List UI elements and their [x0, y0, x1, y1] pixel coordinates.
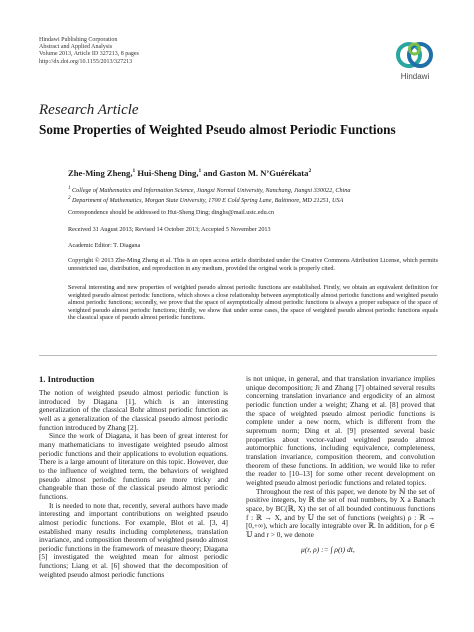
author-3: and Gaston M. N’Guérékata	[201, 168, 309, 178]
affiliations	[68, 185, 438, 204]
paragraph: The notion of weighted pseudo almost periodic function is introduced by Diagana [1], which is an interesting generalization of the classical Bohr almost periodic function as well as a generalization of the classical pseudo almost periodic function introduced by Zhang [2].	[39, 388, 228, 432]
publisher-info	[39, 37, 139, 66]
author-2: Hui-Sheng Ding,	[135, 168, 199, 178]
affiliation-2: Department of Mathematics, Morgan State University, 1700 E Cold Spring Lane, Baltimore, MD 21251, USA	[70, 196, 344, 204]
author-3-affil: 2	[308, 168, 312, 175]
academic-editor: Academic Editor: T. Diagana	[68, 242, 141, 249]
author-1-affil: 1	[132, 168, 136, 175]
equation: μ(r, ρ) := ∫ ρ(t) dt,	[301, 545, 355, 555]
section-heading: 1. Introduction	[39, 374, 95, 384]
right-column	[246, 375, 435, 555]
affiliation-1: College of Mathematics and Information Science, Jiangxi Normal University, Nanchang, Jiangxi 330022, China	[70, 187, 351, 195]
left-column	[39, 389, 228, 579]
article-type: Research Article	[39, 102, 139, 118]
divider	[39, 355, 437, 356]
doi-link[interactable]: http://dx.doi.org/10.1155/2013/327213	[39, 58, 133, 65]
paragraph: Since the work of Diagana, it has been of great interest for many mathematicians to investigate weighted pseudo almost periodic functions and their applications to evolution equations. There is a large amount of literature on this topic. However, due to the influence of weighted term, the behaviors of weighted pseudo almost periodic functions are more tricky and changeable than those of the classical pseudo almost periodic functions.	[39, 431, 228, 501]
affil-1-marker: 1	[68, 186, 71, 191]
journal-name: Abstract and Applied Analysis	[39, 44, 113, 51]
author-1: Zhe-Ming Zheng,	[68, 168, 133, 178]
publisher-name: Hindawi Publishing Corporation	[39, 37, 118, 43]
abstract: Several interesting and new properties of weighted pseudo almost periodic functions are established. Firstly, we obtain an equivalent definition for weighted pseudo almost periodic functions, which shows a close relationship between asymptotically almost periodic functions and weighted pseudo almost periodic functions; secondly, we prove that the space of asymptotically almost periodic functions is always a proper subspace of the space of weighted pseudo almost periodic functions; thirdly, we show that under some cases, the space of weighted pseudo almost periodic functions equals the classical space of pseudo almost periodic functions.	[68, 284, 438, 322]
paper-title: Some Properties of Weighted Pseudo almost Periodic Functions	[39, 122, 396, 137]
paragraph: Throughout the rest of this paper, we denote by ℕ the set of positive integers, by ℝ the set of real numbers, by X a Banach space, by BC(ℝ, X) the set of all bounded continuous functions f : ℝ → X, and by 𝕌 the set of functions (weights) ρ : ℝ → [0,+∞), which are locally integrable over ℝ. In addition, for ρ ∈ 𝕌 and r > 0, we denote	[246, 486, 435, 539]
copyright-notice: Copyright © 2013 Zhe-Ming Zheng et al. This is an open access article distributed under the Creative Commons Attribution License, which permits unrestricted use, distribution, and reproduction in any medium, provided the original work is properly cited.	[68, 257, 438, 272]
author-2-affil: 1	[198, 168, 202, 175]
paragraph: is not unique, in general, and that translation invariance implies unique decomposition; Ji and Zhang [7] obtained several results concerning translation invariance and ergodicity of an almost periodic function under a weight; Zhang et al. [8] proved that the space of weighted pseudo almost periodic functions is complete under a new norm, which is different from the supremum norm; Ding et al. [9] presented several basic properties about vector-valued weighted pseudo almost automorphic functions, including equivalence, completeness, translation invariance, composition theorem, and convolution theorem of these functions. In addition, we would like to refer the reader to [10–13] for some other recent development on weighted pseudo almost periodic functions and related topics.	[246, 374, 435, 487]
logo-text: Hindawi	[400, 72, 430, 81]
paragraph: It is needed to note that, recently, several authors have made interesting and important contributions on weighted pseudo almost periodic functions. For example, Blot et al. [3, 4] established many results including completeness, translation invariance, and composition theorem of weighted pseudo almost periodic functions in the framework of measure theory; Diagana [5] investigated the weighted mean for almost periodic functions; Liang et al. [6] showed that the decomposition of weighted pseudo almost periodic functions	[39, 500, 228, 579]
affil-2-marker: 2	[68, 195, 71, 201]
author-list	[68, 168, 311, 178]
dates: Received 31 August 2013; Revised 14 October 2013; Accepted 5 November 2013	[68, 226, 271, 233]
correspondence: Correspondence should be addressed to Hui-Sheng Ding; dinghs@mail.ustc.edu.cn	[68, 209, 275, 216]
volume-info: Volume 2013, Article ID 327213, 8 pages	[39, 51, 139, 58]
